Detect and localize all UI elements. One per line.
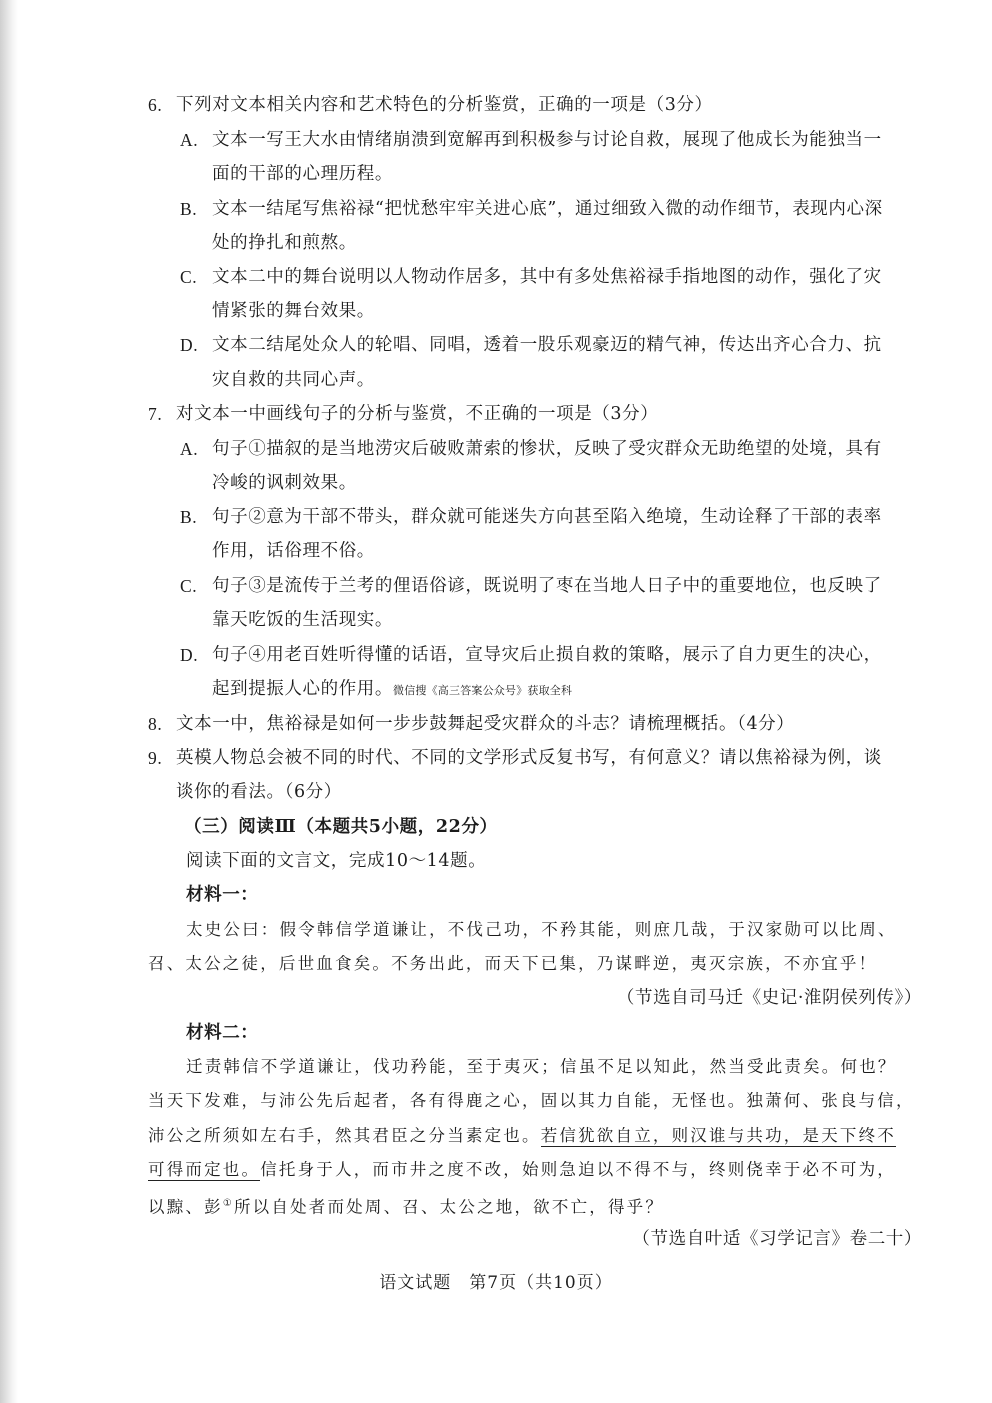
q7-option-d-line1: 句子④用老百姓听得懂的话语，宣导灾后止损自救的策略，展示了自力更生的决心， xyxy=(212,645,882,665)
q7-option-b-line2: 作用，话俗理不俗。 xyxy=(212,541,375,561)
question-number: 9. xyxy=(148,748,163,768)
question-9-line1: 英模人物总会被不同的时代、不同的文学形式反复书写，有何意义？请以焦裕禄为例，谈 xyxy=(176,748,882,768)
q7-option-c-line2: 靠天吃饭的生活现实。 xyxy=(212,610,393,630)
q7-option-d-line2 xyxy=(212,676,572,704)
option-letter: C. xyxy=(180,576,198,596)
q7-option-b-line1: 句子②意为干部不带头，群众就可能迷失方向甚至陷入绝境，生动诠释了干部的表率 xyxy=(212,507,882,527)
q6-option-d-line1: 文本二结尾处众人的轮唱、同唱，透着一股乐观豪迈的精气神，传达出齐心合力、抗 xyxy=(212,335,882,355)
q7-option-d-line2-text: 起到提振人心的作用。 xyxy=(212,679,393,699)
material-1-line1: 太史公曰：假令韩信学道谦让，不伐己功，不矜其能，则庶几哉，于汉家勋可以比周、 xyxy=(186,920,897,939)
option-letter: B. xyxy=(180,507,198,527)
q6-option-d-line2: 灾自救的共同心声。 xyxy=(212,370,375,390)
material-2-source: （节选自叶适《习学记言》卷二十） xyxy=(632,1229,922,1249)
option-letter: D. xyxy=(180,645,199,665)
question-number: 6. xyxy=(148,95,163,115)
material-2-line3 xyxy=(148,1123,896,1149)
material-2-line3-plain: 沛公之所须如左右手，然其君臣之分当素定也。 xyxy=(148,1126,541,1145)
q6-option-a-line2: 面的干部的心理历程。 xyxy=(212,164,393,184)
material-2-line2: 当天下发难，与沛公先后起者，各有得鹿之心，固以其力自能，无怪也。独萧何、张良与信， xyxy=(148,1091,915,1110)
question-7-stem: 对文本一中画线句子的分析与鉴赏，不正确的一项是（3分） xyxy=(176,404,659,424)
question-number: 7. xyxy=(148,404,163,424)
q6-option-b-line1: 文本一结尾写焦裕禄“把忧愁牢牢关进心底”，通过细致入微的动作细节，表现内心深 xyxy=(212,199,883,219)
q6-option-c-line2: 情紧张的舞台效果。 xyxy=(212,301,375,321)
material-1-heading: 材料一： xyxy=(186,885,259,905)
question-9-line2: 谈你的看法。（6分） xyxy=(176,782,342,802)
q6-option-b-line2: 处的挣扎和煎熬。 xyxy=(212,233,357,253)
question-number: 8. xyxy=(148,714,163,734)
question-6-stem: 下列对文本相关内容和艺术特色的分析鉴赏，正确的一项是（3分） xyxy=(176,95,713,115)
q6-option-c-line1: 文本二中的舞台说明以人物动作居多，其中有多处焦裕禄手指地图的动作，强化了灾 xyxy=(212,267,882,287)
option-letter: C. xyxy=(180,267,198,287)
option-letter: D. xyxy=(180,335,199,355)
material-2-line4-plain: 信托身于人，而市井之度不改，始则急迫以不得不与，终则侥幸于必不可为， xyxy=(260,1160,897,1179)
material-2-line5-a: 以黥、彭 xyxy=(148,1197,223,1217)
q7-option-c-line1: 句子③是流传于兰考的俚语俗谚，既说明了枣在当地人日子中的重要地位，也反映了 xyxy=(212,576,882,596)
material-2-line4 xyxy=(148,1157,896,1183)
section-3-title: （三）阅读Ⅲ（本题共5小题，22分） xyxy=(184,817,498,837)
underlined-sentence: 若信犹欲自立，则汉谁与共功，是天下终不 xyxy=(540,1126,897,1145)
material-1-source: （节选自司马迁《史记·淮阴侯列传》） xyxy=(616,988,922,1008)
q7-option-a-line2: 冷峻的讽刺效果。 xyxy=(212,473,357,493)
material-2-line5 xyxy=(148,1191,664,1221)
q6-option-a-line1: 文本一写王大水由情绪崩溃到宽解再到积极参与讨论自救，展现了他成长为能独当一 xyxy=(212,130,882,150)
footnote-marker: ① xyxy=(222,1198,234,1209)
scan-edge-shadow xyxy=(0,0,18,1403)
option-letter: A. xyxy=(180,439,199,459)
q7-option-a-line1: 句子①描叙的是当地涝灾后破败萧索的惨状，反映了受灾群众无助绝望的处境，具有 xyxy=(212,439,882,459)
section-3-instruction: 阅读下面的文言文，完成10～14题。 xyxy=(186,851,487,871)
watermark-text: 微信搜《高三答案公众号》获取全科 xyxy=(393,684,573,697)
material-1-line2: 召、太公之徒，后世血食矣。不务出此，而天下已集，乃谋畔逆，夷灭宗族，不亦宜乎！ xyxy=(148,954,878,973)
material-2-heading: 材料二： xyxy=(186,1023,259,1043)
option-letter: B. xyxy=(180,199,198,219)
material-2-line5-b: 所以自处者而处周、召、太公之地，欲不亡，得乎？ xyxy=(233,1197,665,1217)
underlined-sentence-end: 可得而定也。 xyxy=(148,1160,261,1179)
material-2-line1: 迁责韩信不学道谦让，伐功矜能，至于夷灭；信虽不足以知此，然当受此责矣。何也？ xyxy=(186,1057,897,1076)
option-letter: A. xyxy=(180,130,199,150)
question-8-stem: 文本一中，焦裕禄是如何一步步鼓舞起受灾群众的斗志？请梳理概括。（4分） xyxy=(176,714,795,734)
page-footer: 语文试题 第7页（共10页） xyxy=(379,1273,613,1293)
